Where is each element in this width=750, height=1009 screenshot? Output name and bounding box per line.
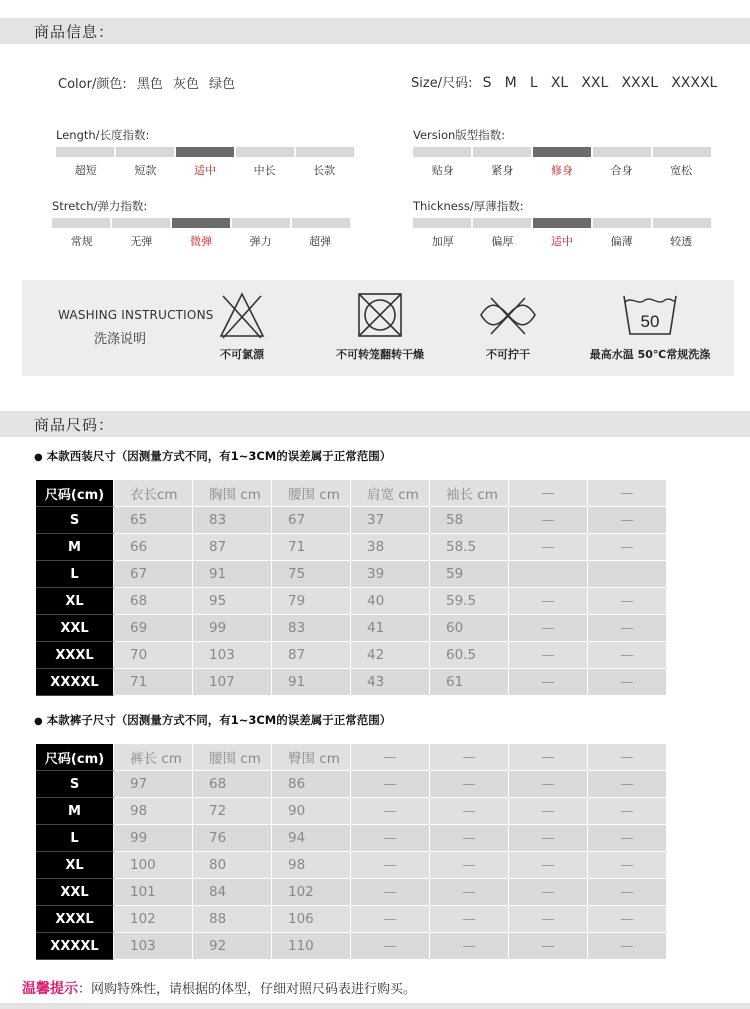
size-label: Size/尺码: (411, 76, 473, 91)
table-cell: — (588, 933, 667, 960)
index-option: 偏薄 (610, 235, 633, 248)
table-cell: — (430, 906, 509, 933)
suit-size-table (36, 480, 667, 696)
table-row (36, 588, 667, 615)
table-cell: 80 (193, 852, 272, 879)
table-cell: — (588, 879, 667, 906)
table-cell: — (430, 798, 509, 825)
table-header-row (36, 480, 667, 507)
table-cell: — (509, 669, 588, 696)
table-cell: — (509, 906, 588, 933)
table-cell: — (509, 507, 588, 534)
table-cell (509, 561, 588, 588)
table-cell (588, 561, 667, 588)
index-option: 合身 (610, 164, 633, 177)
index-label: Stretch/弹力指数: (52, 199, 148, 213)
column-header: 胸围 cm (193, 480, 272, 507)
color-values (137, 77, 235, 92)
table-cell: — (588, 825, 667, 852)
table-cell: — (351, 771, 430, 798)
index-bar-selected (172, 218, 230, 228)
color-value: 绿色 (209, 77, 236, 92)
table-cell: 107 (193, 669, 272, 696)
index-option: 中长 (253, 164, 276, 177)
column-header: — (509, 480, 588, 507)
warm-tip (22, 978, 416, 998)
table-cell: 79 (272, 588, 351, 615)
table-cell: — (588, 771, 667, 798)
table-cell: — (430, 852, 509, 879)
table-cell: 84 (193, 879, 272, 906)
washing-item (468, 290, 548, 362)
table-cell: 87 (193, 534, 272, 561)
washing-item (202, 290, 282, 362)
table-row (36, 669, 667, 696)
table-row (36, 615, 667, 642)
index-bar (52, 218, 110, 228)
table-cell: 103 (193, 642, 272, 669)
table-row (36, 906, 667, 933)
table-cell: 83 (193, 507, 272, 534)
table-cell: 66 (114, 534, 193, 561)
washing-caption: 不可转笼翻转干燥 (336, 348, 424, 361)
column-header: — (509, 744, 588, 771)
tip-label: 温馨提示 (22, 981, 78, 997)
size-value: L (529, 75, 538, 91)
version-index (413, 127, 711, 178)
table-cell: 58 (430, 507, 509, 534)
index-bar (473, 147, 531, 157)
table-cell: — (588, 534, 667, 561)
washing-item (575, 290, 725, 362)
section-title: 商品信息： (34, 23, 115, 41)
table-cell: 61 (430, 669, 509, 696)
size-value: XXL (581, 75, 609, 91)
index-bar (473, 218, 531, 228)
washing-subtitle: 洗涤说明 (94, 332, 147, 347)
table-cell: — (509, 798, 588, 825)
table-cell: 71 (272, 534, 351, 561)
table-cell: 95 (193, 588, 272, 615)
table-cell: 60 (430, 615, 509, 642)
size-value: XXXL (621, 75, 659, 91)
size-cell: L (36, 825, 114, 852)
suit-note: ● 本款西装尺寸（因测量方式不同，有1~3CM的误差属于正常范围） (34, 448, 391, 464)
table-cell: — (588, 852, 667, 879)
table-row (36, 561, 667, 588)
table-cell: — (509, 588, 588, 615)
table-cell: — (509, 771, 588, 798)
table-cell: 68 (193, 771, 272, 798)
table-cell: 102 (114, 906, 193, 933)
table-cell: 67 (272, 507, 351, 534)
table-header-cell: 尺码(cm) (36, 480, 114, 507)
table-cell: 60.5 (430, 642, 509, 669)
table-cell: 106 (272, 906, 351, 933)
table-cell: 42 (351, 642, 430, 669)
size-cell: M (36, 798, 114, 825)
table-header-row (36, 744, 667, 771)
table-cell: 58.5 (430, 534, 509, 561)
table-cell: 88 (193, 906, 272, 933)
washing-caption: 最高水温 50℃常规洗涤 (589, 348, 711, 361)
washing-caption: 不可拧干 (486, 348, 530, 361)
table-cell: — (588, 507, 667, 534)
index-bar (653, 147, 711, 157)
table-cell: — (351, 852, 430, 879)
table-cell: 41 (351, 615, 430, 642)
column-header: 腰围 cm (193, 744, 272, 771)
table-cell: 67 (114, 561, 193, 588)
index-label: Length/长度指数: (56, 128, 150, 142)
index-option: 较透 (670, 235, 693, 248)
table-cell: 92 (193, 933, 272, 960)
table-cell: — (588, 615, 667, 642)
table-cell: — (430, 879, 509, 906)
table-cell: — (351, 879, 430, 906)
table-cell: 102 (272, 879, 351, 906)
table-cell: 70 (114, 642, 193, 669)
size-line (411, 72, 726, 91)
index-option: 超弹 (309, 235, 332, 248)
pants-note: ● 本款裤子尺寸（因测量方式不同，有1~3CM的误差属于正常范围） (34, 712, 391, 728)
table-cell: 86 (272, 771, 351, 798)
thickness-index (413, 198, 711, 249)
length-index (56, 127, 354, 178)
table-cell: 100 (114, 852, 193, 879)
table-cell: 83 (272, 615, 351, 642)
index-option-selected: 修身 (550, 164, 573, 177)
index-option-selected: 适中 (193, 164, 216, 177)
index-option: 宽松 (670, 164, 693, 177)
index-option: 超短 (74, 164, 97, 177)
index-option-selected: 适中 (550, 235, 573, 248)
table-cell: 90 (272, 798, 351, 825)
index-bar-selected (533, 218, 591, 228)
index-options (56, 162, 354, 178)
table-cell: 110 (272, 933, 351, 960)
table-cell: 38 (351, 534, 430, 561)
table-cell: 75 (272, 561, 351, 588)
table-cell: 101 (114, 879, 193, 906)
table-cell: 59 (430, 561, 509, 588)
index-options (413, 233, 711, 249)
table-cell: 76 (193, 825, 272, 852)
size-value: XL (550, 75, 569, 91)
index-option-selected: 微弹 (189, 235, 212, 248)
table-cell: 98 (114, 798, 193, 825)
size-cell: L (36, 561, 114, 588)
color-value: 黑色 (136, 77, 163, 92)
column-header: — (351, 744, 430, 771)
table-cell: — (509, 852, 588, 879)
index-bar (292, 218, 350, 228)
table-cell: 103 (114, 933, 193, 960)
column-header: — (430, 744, 509, 771)
size-value: M (504, 75, 517, 91)
no-bleach-icon (217, 290, 267, 340)
index-option: 无弹 (130, 235, 153, 248)
table-cell: 99 (114, 825, 193, 852)
index-bars (52, 218, 350, 228)
table-cell: — (509, 615, 588, 642)
index-bar-selected (176, 147, 234, 157)
table-cell: — (588, 798, 667, 825)
size-cell: XXL (36, 879, 114, 906)
index-bars (413, 147, 711, 157)
table-cell: — (509, 933, 588, 960)
size-cell: XXXL (36, 906, 114, 933)
column-header: 袖长 cm (430, 480, 509, 507)
table-cell: — (430, 825, 509, 852)
table-cell: 71 (114, 669, 193, 696)
table-cell: 87 (272, 642, 351, 669)
table-cell: 68 (114, 588, 193, 615)
index-bar (593, 218, 651, 228)
index-bar (232, 218, 290, 228)
size-cell: XXL (36, 615, 114, 642)
color-line (58, 73, 235, 92)
table-row (36, 534, 667, 561)
table-cell: 39 (351, 561, 430, 588)
svg-text:50: 50 (640, 312, 660, 331)
table-cell: — (509, 825, 588, 852)
table-cell: 40 (351, 588, 430, 615)
table-row (36, 879, 667, 906)
table-cell: — (351, 825, 430, 852)
table-cell: 59.5 (430, 588, 509, 615)
table-cell: 94 (272, 825, 351, 852)
bottom-divider (0, 1003, 750, 1009)
no-wring-icon (477, 290, 539, 340)
color-label: Color/颜色: (58, 77, 127, 92)
index-option: 常规 (70, 235, 93, 248)
table-cell: — (588, 642, 667, 669)
no-tumble-dry-icon (355, 290, 405, 340)
table-row (36, 933, 667, 960)
table-row (36, 852, 667, 879)
column-header: 裤长 cm (114, 744, 193, 771)
index-option: 弹力 (249, 235, 272, 248)
index-option: 紧身 (491, 164, 514, 177)
index-options (52, 233, 350, 249)
column-header: — (588, 480, 667, 507)
washing-caption: 不可氯漂 (220, 348, 264, 361)
table-row (36, 825, 667, 852)
washing-instructions (22, 280, 734, 376)
size-cell: XL (36, 588, 114, 615)
table-cell: — (509, 642, 588, 669)
table-row (36, 642, 667, 669)
table-cell: — (351, 906, 430, 933)
index-bar (296, 147, 354, 157)
index-bar (413, 218, 471, 228)
table-cell: 99 (193, 615, 272, 642)
size-cell: XXXL (36, 642, 114, 669)
table-cell: — (351, 933, 430, 960)
size-value: S (482, 75, 492, 91)
index-bar-selected (533, 147, 591, 157)
index-option: 加厚 (431, 235, 454, 248)
size-cell: S (36, 771, 114, 798)
table-cell: 65 (114, 507, 193, 534)
index-option: 短款 (134, 164, 157, 177)
index-option: 长款 (313, 164, 336, 177)
size-cell: M (36, 534, 114, 561)
stretch-index (52, 198, 350, 249)
table-cell: 37 (351, 507, 430, 534)
table-cell: — (509, 534, 588, 561)
index-label: Thickness/厚薄指数: (413, 199, 524, 213)
table-cell: — (588, 588, 667, 615)
washing-title: WASHING INSTRUCTIONS (58, 308, 214, 322)
index-bar (56, 147, 114, 157)
size-values (483, 76, 727, 91)
index-bar (593, 147, 651, 157)
washing-item (325, 290, 435, 362)
size-cell: XXXXL (36, 933, 114, 960)
table-cell: 69 (114, 615, 193, 642)
product-size-header (0, 411, 750, 437)
table-cell: 91 (272, 669, 351, 696)
wash-50-icon (620, 290, 680, 340)
table-row (36, 771, 667, 798)
size-cell: XXXXL (36, 669, 114, 696)
section-title: 商品尺码： (34, 416, 115, 434)
column-header: 臀围 cm (272, 744, 351, 771)
index-bars (56, 147, 354, 157)
size-value: XXXXL (671, 75, 718, 91)
table-cell: 72 (193, 798, 272, 825)
index-bar (112, 218, 170, 228)
column-header: 肩宽 cm (351, 480, 430, 507)
index-option: 贴身 (431, 164, 454, 177)
table-cell: 98 (272, 852, 351, 879)
table-cell: 91 (193, 561, 272, 588)
table-cell: — (588, 669, 667, 696)
table-cell: 97 (114, 771, 193, 798)
color-value: 灰色 (173, 77, 200, 92)
size-cell: XL (36, 852, 114, 879)
pants-size-table (36, 744, 667, 960)
index-options (413, 162, 711, 178)
table-cell: 43 (351, 669, 430, 696)
size-cell: S (36, 507, 114, 534)
column-header: 腰围 cm (272, 480, 351, 507)
index-bar (236, 147, 294, 157)
table-cell: — (588, 906, 667, 933)
product-info-header (0, 18, 750, 44)
table-row (36, 507, 667, 534)
table-row (36, 798, 667, 825)
index-bar (653, 218, 711, 228)
table-cell: — (430, 771, 509, 798)
tip-text: ：网购特殊性，请根据的体型，仔细对照尺码表进行购买。 (78, 982, 417, 997)
table-header-cell: 尺码(cm) (36, 744, 114, 771)
index-bar (413, 147, 471, 157)
index-label: Version版型指数: (413, 128, 506, 142)
table-cell: — (430, 933, 509, 960)
column-header: 衣长cm (114, 480, 193, 507)
column-header: — (588, 744, 667, 771)
index-option: 偏厚 (491, 235, 514, 248)
index-bar (116, 147, 174, 157)
index-bars (413, 218, 711, 228)
table-cell: — (509, 879, 588, 906)
table-cell: — (351, 798, 430, 825)
